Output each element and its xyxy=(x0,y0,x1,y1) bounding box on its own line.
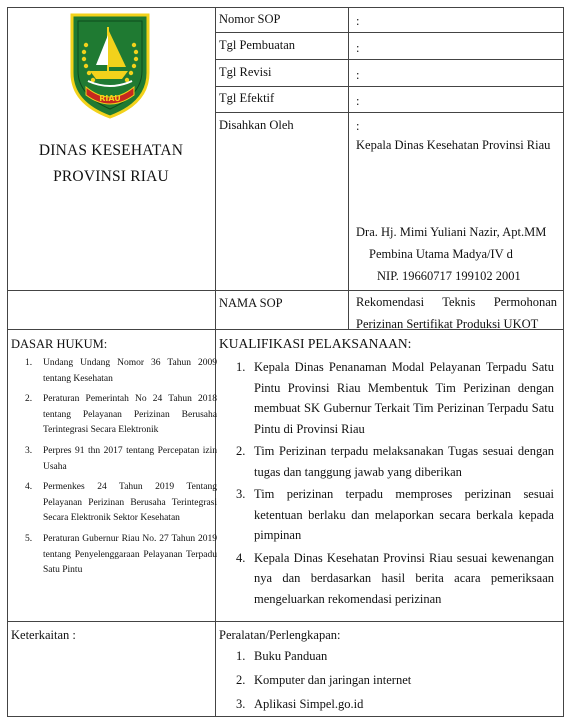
equipment-item xyxy=(228,692,554,716)
row-divider-3 xyxy=(215,86,564,87)
equipment-item-number: 1. xyxy=(236,649,246,663)
qualification-item xyxy=(228,548,554,610)
approver-name: Dra. Hj. Mimi Yuliani Nazir, Apt.MM xyxy=(356,225,547,239)
qualification-item-number: 1. xyxy=(236,360,246,374)
organization-name xyxy=(7,138,215,190)
field-value-effective-date: : xyxy=(356,94,360,108)
field-value-creation-date: : xyxy=(356,41,360,55)
sop-document xyxy=(7,7,564,717)
legal-basis-item xyxy=(25,480,217,527)
row-divider-equipment xyxy=(7,621,564,622)
qualification-item xyxy=(228,441,554,482)
equipment-item-number: 3. xyxy=(236,697,246,711)
sop-name-label: NAMA SOP xyxy=(219,296,283,310)
emblem-label: RIAU xyxy=(99,94,121,103)
equipment-item xyxy=(228,668,554,692)
legal-basis-heading: DASAR HUKUM: xyxy=(11,337,108,351)
row-divider-sop-name xyxy=(7,290,564,291)
approver-rank: Pembina Utama Madya/IV d xyxy=(369,247,513,261)
field-label-revision-date: Tgl Revisi xyxy=(219,65,272,79)
legal-basis-item-text: Permenkes 24 Tahun 2019 Tentang Pelayanan Perizinan Berusaha Terintegrasi Secara Elektronik Sektor Kesehatan xyxy=(43,482,217,524)
legal-basis-item-text: Peraturan Pemerintah No 24 Tahun 2018 tentang Pelayanan Perizinan Berusaha Terintegrasi Secara Elektronik xyxy=(43,394,217,436)
qualification-item-number: 3. xyxy=(236,487,246,501)
riau-province-emblem xyxy=(68,11,152,121)
qualifications-heading: KUALIFIKASI PELAKSANAAN: xyxy=(219,336,412,351)
sop-name-value-line-1: Rekomendasi Teknis Permohonan xyxy=(356,295,557,309)
equipment-item xyxy=(228,644,554,668)
row-divider-1 xyxy=(215,32,564,33)
qualifications-list xyxy=(228,357,554,611)
legal-basis-item xyxy=(25,444,217,475)
field-value-sop-number: : xyxy=(356,14,360,28)
qualification-item-text: Tim perizinan terpadu memproses perizinan sesuai ketentuan berlaku dan melaporkan secara berkala kepada pimpinan xyxy=(254,487,554,542)
qualification-item xyxy=(228,357,554,439)
legal-basis-item-number: 2. xyxy=(25,394,33,405)
equipment-item-text: Komputer dan jaringan internet xyxy=(254,673,412,687)
equipment-heading: Peralatan/Perlengkapan: xyxy=(219,628,341,642)
header-value-divider xyxy=(348,7,349,329)
legal-basis-item-text: Perpres 91 thn 2017 tentang Percepatan izin Usaha xyxy=(43,445,217,472)
table-border-top xyxy=(7,7,564,8)
qualification-item-text: Kepala Dinas Penanaman Modal Pelayanan Terpadu Satu Pintu Provinsi Riau Membentuk Tim Perizinan dengan membuat SK Gubernur Terkait Tim Perizinan Terpadu Satu Pintu di Provinsi Riau xyxy=(254,360,554,436)
field-label-creation-date: Tgl Pembuatan xyxy=(219,38,296,52)
equipment-item-number: 2. xyxy=(236,673,246,687)
field-label-approved-by: Disahkan Oleh xyxy=(219,118,294,132)
organization-line-2: PROVINSI RIAU xyxy=(53,168,169,185)
field-value-revision-date: : xyxy=(356,68,360,82)
legal-basis-item-number: 4. xyxy=(25,482,33,493)
equipment-list xyxy=(228,644,554,716)
linkage-label: Keterkaitan : xyxy=(11,628,76,642)
field-label-sop-number: Nomor SOP xyxy=(219,12,281,26)
table-border-right xyxy=(563,7,564,717)
legal-basis-item-number: 1. xyxy=(25,358,33,368)
legal-basis-item-text: Undang Undang Nomor 36 Tahun 2009 tentang Kesehatan xyxy=(43,358,217,384)
approver-title: Kepala Dinas Kesehatan Provinsi Riau xyxy=(356,138,551,152)
approver-nip: NIP. 19660717 199102 2001 xyxy=(377,269,521,283)
equipment-item-text: Aplikasi Simpel.go.id xyxy=(254,697,364,711)
table-border-bottom xyxy=(7,716,564,717)
table-border-left xyxy=(7,7,8,717)
qualification-item-text: Kepala Dinas Kesehatan Provinsi Riau sesuai kewenangan nya dan berdasarkan hasil berita acara pemeriksaan mengeluarkan rekomendasi perizinan xyxy=(254,550,554,606)
qualification-item xyxy=(228,484,554,546)
qualification-item-number: 2. xyxy=(236,444,246,458)
legal-basis-item-number: 5. xyxy=(25,533,33,544)
legal-basis-item-number: 3. xyxy=(25,445,33,456)
field-label-effective-date: Tgl Efektif xyxy=(219,91,275,105)
field-value-approved-by: : xyxy=(356,119,360,133)
sop-name-value-line-2: Perizinan Sertifikat Produksi UKOT xyxy=(356,317,539,331)
row-divider-4 xyxy=(215,112,564,113)
legal-basis-item-text: Peraturan Gubernur Riau No. 27 Tahun 2019 tentang Penyelenggaraan Pelayanan Terpadu Satu Pintu xyxy=(43,533,217,576)
qualification-item-text: Tim Perizinan terpadu melaksanakan Tugas sesuai dengan tugas dan tanggung jawab yang diberikan xyxy=(254,444,554,479)
qualification-item-number: 4. xyxy=(236,550,246,565)
legal-basis-item xyxy=(25,356,217,387)
row-divider-2 xyxy=(215,59,564,60)
equipment-item-text: Buku Panduan xyxy=(254,649,328,663)
legal-basis-item xyxy=(25,532,217,579)
legal-basis-item xyxy=(25,392,217,439)
legal-basis-list xyxy=(25,356,217,584)
organization-line-1: DINAS KESEHATAN xyxy=(38,142,184,159)
